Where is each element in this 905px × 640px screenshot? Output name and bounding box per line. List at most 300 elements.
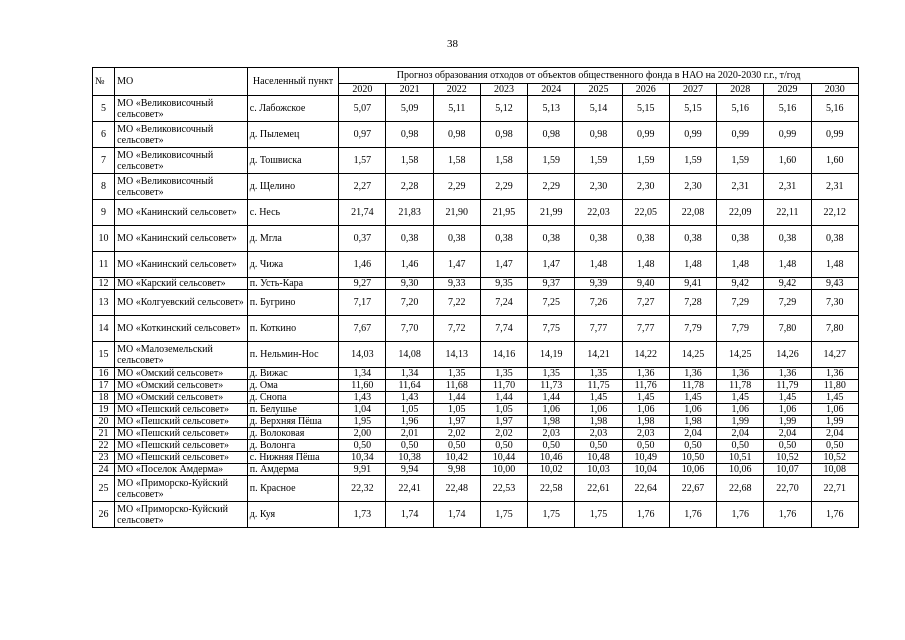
value-cell: 1,46 <box>339 252 386 278</box>
value-cell: 9,40 <box>622 278 669 290</box>
municipality-cell: МО «Великовисочный сельсовет» <box>115 122 248 148</box>
header-forecast: Прогноз образования отходов от объектов общественного фонда в НАО на 2020-2030 г.г., т/год <box>339 68 859 84</box>
value-cell: 9,91 <box>339 464 386 476</box>
value-cell: 9,30 <box>386 278 433 290</box>
value-cell: 10,08 <box>811 464 858 476</box>
value-cell: 0,38 <box>764 226 811 252</box>
value-cell: 22,09 <box>717 200 764 226</box>
value-cell: 14,21 <box>575 342 622 368</box>
value-cell: 1,76 <box>764 502 811 528</box>
row-number-cell: 16 <box>93 368 115 380</box>
value-cell: 1,48 <box>717 252 764 278</box>
value-cell: 9,27 <box>339 278 386 290</box>
value-cell: 0,50 <box>717 440 764 452</box>
row-number-cell: 25 <box>93 476 115 502</box>
value-cell: 1,99 <box>764 416 811 428</box>
municipality-cell: МО «Коткинский сельсовет» <box>115 316 248 342</box>
value-cell: 1,98 <box>669 416 716 428</box>
value-cell: 2,02 <box>433 428 480 440</box>
value-cell: 9,94 <box>386 464 433 476</box>
value-cell: 1,47 <box>480 252 527 278</box>
value-cell: 1,59 <box>717 148 764 174</box>
value-cell: 1,58 <box>386 148 433 174</box>
locality-cell: п. Нельмин-Нос <box>247 342 338 368</box>
value-cell: 0,50 <box>480 440 527 452</box>
value-cell: 7,30 <box>811 290 858 316</box>
value-cell: 0,38 <box>433 226 480 252</box>
value-cell: 1,99 <box>717 416 764 428</box>
row-number-cell: 19 <box>93 404 115 416</box>
value-cell: 1,44 <box>528 392 575 404</box>
municipality-cell: МО «Пешский сельсовет» <box>115 452 248 464</box>
row-number-cell: 17 <box>93 380 115 392</box>
header-year: 2029 <box>764 84 811 96</box>
value-cell: 1,57 <box>339 148 386 174</box>
value-cell: 1,45 <box>622 392 669 404</box>
municipality-cell: МО «Поселок Амдерма» <box>115 464 248 476</box>
value-cell: 0,50 <box>339 440 386 452</box>
value-cell: 7,72 <box>433 316 480 342</box>
row-number-cell: 21 <box>93 428 115 440</box>
value-cell: 14,19 <box>528 342 575 368</box>
header-municipality: МО <box>115 68 248 96</box>
row-number-cell: 15 <box>93 342 115 368</box>
value-cell: 1,44 <box>480 392 527 404</box>
value-cell: 7,77 <box>622 316 669 342</box>
value-cell: 22,61 <box>575 476 622 502</box>
value-cell: 21,95 <box>480 200 527 226</box>
value-cell: 1,76 <box>669 502 716 528</box>
value-cell: 1,48 <box>575 252 622 278</box>
value-cell: 5,09 <box>386 96 433 122</box>
value-cell: 1,36 <box>811 368 858 380</box>
value-cell: 2,00 <box>339 428 386 440</box>
value-cell: 1,74 <box>433 502 480 528</box>
value-cell: 1,76 <box>811 502 858 528</box>
value-cell: 1,74 <box>386 502 433 528</box>
locality-cell: д. Ома <box>247 380 338 392</box>
value-cell: 0,99 <box>811 122 858 148</box>
value-cell: 0,98 <box>575 122 622 148</box>
value-cell: 0,50 <box>386 440 433 452</box>
value-cell: 0,50 <box>669 440 716 452</box>
table-row <box>93 380 859 392</box>
value-cell: 1,48 <box>764 252 811 278</box>
value-cell: 1,45 <box>764 392 811 404</box>
value-cell: 7,79 <box>717 316 764 342</box>
value-cell: 9,41 <box>669 278 716 290</box>
value-cell: 5,14 <box>575 96 622 122</box>
value-cell: 14,26 <box>764 342 811 368</box>
value-cell: 14,08 <box>386 342 433 368</box>
value-cell: 9,43 <box>811 278 858 290</box>
value-cell: 10,49 <box>622 452 669 464</box>
value-cell: 1,60 <box>764 148 811 174</box>
value-cell: 5,07 <box>339 96 386 122</box>
value-cell: 14,16 <box>480 342 527 368</box>
municipality-cell: МО «Великовисочный сельсовет» <box>115 96 248 122</box>
value-cell: 0,99 <box>764 122 811 148</box>
municipality-cell: МО «Малоземельский сельсовет» <box>115 342 248 368</box>
value-cell: 5,12 <box>480 96 527 122</box>
row-number-cell: 8 <box>93 174 115 200</box>
value-cell: 22,68 <box>717 476 764 502</box>
header-year: 2025 <box>575 84 622 96</box>
value-cell: 0,50 <box>575 440 622 452</box>
table-row <box>93 122 859 148</box>
value-cell: 0,38 <box>717 226 764 252</box>
value-cell: 9,39 <box>575 278 622 290</box>
value-cell: 11,60 <box>339 380 386 392</box>
value-cell: 2,31 <box>764 174 811 200</box>
value-cell: 10,44 <box>480 452 527 464</box>
value-cell: 1,97 <box>433 416 480 428</box>
locality-cell: д. Волонга <box>247 440 338 452</box>
value-cell: 2,01 <box>386 428 433 440</box>
value-cell: 1,35 <box>528 368 575 380</box>
value-cell: 22,41 <box>386 476 433 502</box>
value-cell: 2,28 <box>386 174 433 200</box>
value-cell: 1,96 <box>386 416 433 428</box>
value-cell: 0,50 <box>764 440 811 452</box>
value-cell: 10,06 <box>717 464 764 476</box>
value-cell: 22,70 <box>764 476 811 502</box>
value-cell: 10,50 <box>669 452 716 464</box>
table-row <box>93 404 859 416</box>
row-number-cell: 7 <box>93 148 115 174</box>
value-cell: 7,22 <box>433 290 480 316</box>
value-cell: 14,27 <box>811 342 858 368</box>
municipality-cell: МО «Приморско-Куйский сельсовет» <box>115 476 248 502</box>
value-cell: 1,35 <box>433 368 480 380</box>
value-cell: 22,67 <box>669 476 716 502</box>
page-number: 38 <box>447 38 458 50</box>
value-cell: 14,03 <box>339 342 386 368</box>
header-year: 2022 <box>433 84 480 96</box>
value-cell: 2,31 <box>811 174 858 200</box>
table-row <box>93 502 859 528</box>
value-cell: 5,13 <box>528 96 575 122</box>
locality-cell: д. Куя <box>247 502 338 528</box>
table-row <box>93 278 859 290</box>
value-cell: 22,05 <box>622 200 669 226</box>
value-cell: 7,29 <box>764 290 811 316</box>
value-cell: 0,50 <box>811 440 858 452</box>
value-cell: 1,05 <box>386 404 433 416</box>
value-cell: 2,04 <box>717 428 764 440</box>
value-cell: 10,06 <box>669 464 716 476</box>
value-cell: 2,04 <box>811 428 858 440</box>
value-cell: 7,67 <box>339 316 386 342</box>
value-cell: 10,51 <box>717 452 764 464</box>
value-cell: 0,38 <box>575 226 622 252</box>
value-cell: 1,35 <box>480 368 527 380</box>
municipality-cell: МО «Пешский сельсовет» <box>115 428 248 440</box>
row-number-cell: 18 <box>93 392 115 404</box>
value-cell: 1,45 <box>811 392 858 404</box>
value-cell: 7,77 <box>575 316 622 342</box>
table-body <box>93 96 859 528</box>
value-cell: 1,76 <box>622 502 669 528</box>
row-number-cell: 22 <box>93 440 115 452</box>
value-cell: 10,46 <box>528 452 575 464</box>
value-cell: 5,16 <box>764 96 811 122</box>
municipality-cell: МО «Колгуевский сельсовет» <box>115 290 248 316</box>
locality-cell: д. Вижас <box>247 368 338 380</box>
locality-cell: д. Щелино <box>247 174 338 200</box>
value-cell: 9,42 <box>717 278 764 290</box>
header-number: № <box>93 68 115 96</box>
locality-cell: д. Тошвиска <box>247 148 338 174</box>
value-cell: 2,04 <box>764 428 811 440</box>
value-cell: 7,25 <box>528 290 575 316</box>
value-cell: 7,74 <box>480 316 527 342</box>
value-cell: 14,25 <box>717 342 764 368</box>
value-cell: 22,71 <box>811 476 858 502</box>
table-row <box>93 368 859 380</box>
value-cell: 22,03 <box>575 200 622 226</box>
value-cell: 10,52 <box>811 452 858 464</box>
value-cell: 11,73 <box>528 380 575 392</box>
value-cell: 1,48 <box>669 252 716 278</box>
row-number-cell: 23 <box>93 452 115 464</box>
value-cell: 1,99 <box>811 416 858 428</box>
value-cell: 1,36 <box>764 368 811 380</box>
value-cell: 0,38 <box>811 226 858 252</box>
value-cell: 1,58 <box>433 148 480 174</box>
value-cell: 0,98 <box>433 122 480 148</box>
value-cell: 11,75 <box>575 380 622 392</box>
municipality-cell: МО «Канинский сельсовет» <box>115 226 248 252</box>
value-cell: 0,98 <box>480 122 527 148</box>
value-cell: 1,45 <box>717 392 764 404</box>
locality-cell: с. Лабожское <box>247 96 338 122</box>
value-cell: 2,29 <box>528 174 575 200</box>
value-cell: 1,46 <box>386 252 433 278</box>
row-number-cell: 6 <box>93 122 115 148</box>
value-cell: 5,11 <box>433 96 480 122</box>
value-cell: 2,04 <box>669 428 716 440</box>
value-cell: 5,16 <box>717 96 764 122</box>
header-locality: Населенный пункт <box>247 68 338 96</box>
value-cell: 0,37 <box>339 226 386 252</box>
header-year: 2020 <box>339 84 386 96</box>
value-cell: 1,06 <box>717 404 764 416</box>
row-number-cell: 11 <box>93 252 115 278</box>
value-cell: 11,70 <box>480 380 527 392</box>
value-cell: 0,98 <box>386 122 433 148</box>
value-cell: 1,43 <box>339 392 386 404</box>
row-number-cell: 12 <box>93 278 115 290</box>
row-number-cell: 9 <box>93 200 115 226</box>
value-cell: 1,45 <box>669 392 716 404</box>
value-cell: 7,27 <box>622 290 669 316</box>
table-row <box>93 200 859 226</box>
value-cell: 2,29 <box>480 174 527 200</box>
value-cell: 10,34 <box>339 452 386 464</box>
locality-cell: д. Волоковая <box>247 428 338 440</box>
locality-cell: д. Мгла <box>247 226 338 252</box>
value-cell: 0,38 <box>669 226 716 252</box>
municipality-cell: МО «Приморско-Куйский сельсовет» <box>115 502 248 528</box>
value-cell: 7,79 <box>669 316 716 342</box>
value-cell: 1,97 <box>480 416 527 428</box>
value-cell: 1,43 <box>386 392 433 404</box>
value-cell: 1,05 <box>433 404 480 416</box>
value-cell: 11,76 <box>622 380 669 392</box>
value-cell: 7,17 <box>339 290 386 316</box>
municipality-cell: МО «Карский сельсовет» <box>115 278 248 290</box>
value-cell: 1,36 <box>622 368 669 380</box>
value-cell: 1,06 <box>811 404 858 416</box>
value-cell: 1,04 <box>339 404 386 416</box>
value-cell: 0,38 <box>480 226 527 252</box>
value-cell: 14,25 <box>669 342 716 368</box>
table-row <box>93 392 859 404</box>
value-cell: 1,36 <box>669 368 716 380</box>
row-number-cell: 26 <box>93 502 115 528</box>
table-row <box>93 252 859 278</box>
value-cell: 14,22 <box>622 342 669 368</box>
value-cell: 1,44 <box>433 392 480 404</box>
value-cell: 21,99 <box>528 200 575 226</box>
locality-cell: с. Несь <box>247 200 338 226</box>
value-cell: 1,06 <box>764 404 811 416</box>
value-cell: 2,02 <box>480 428 527 440</box>
table-row <box>93 476 859 502</box>
row-number-cell: 13 <box>93 290 115 316</box>
value-cell: 21,74 <box>339 200 386 226</box>
value-cell: 21,90 <box>433 200 480 226</box>
locality-cell: п. Белушье <box>247 404 338 416</box>
locality-cell: п. Амдерма <box>247 464 338 476</box>
value-cell: 1,36 <box>717 368 764 380</box>
value-cell: 9,42 <box>764 278 811 290</box>
value-cell: 1,34 <box>339 368 386 380</box>
value-cell: 7,20 <box>386 290 433 316</box>
value-cell: 2,27 <box>339 174 386 200</box>
value-cell: 10,42 <box>433 452 480 464</box>
header-year: 2023 <box>480 84 527 96</box>
value-cell: 0,97 <box>339 122 386 148</box>
municipality-cell: МО «Пешский сельсовет» <box>115 404 248 416</box>
value-cell: 7,80 <box>811 316 858 342</box>
value-cell: 10,03 <box>575 464 622 476</box>
value-cell: 0,38 <box>528 226 575 252</box>
header-year: 2021 <box>386 84 433 96</box>
value-cell: 1,59 <box>528 148 575 174</box>
row-number-cell: 5 <box>93 96 115 122</box>
header-year: 2030 <box>811 84 858 96</box>
municipality-cell: МО «Пешский сельсовет» <box>115 440 248 452</box>
value-cell: 1,59 <box>622 148 669 174</box>
value-cell: 1,06 <box>528 404 575 416</box>
table-row <box>93 342 859 368</box>
value-cell: 1,34 <box>386 368 433 380</box>
value-cell: 5,15 <box>669 96 716 122</box>
value-cell: 22,08 <box>669 200 716 226</box>
value-cell: 10,04 <box>622 464 669 476</box>
value-cell: 10,07 <box>764 464 811 476</box>
header-year: 2026 <box>622 84 669 96</box>
value-cell: 10,48 <box>575 452 622 464</box>
value-cell: 0,99 <box>717 122 764 148</box>
value-cell: 2,03 <box>622 428 669 440</box>
value-cell: 1,48 <box>811 252 858 278</box>
value-cell: 7,24 <box>480 290 527 316</box>
value-cell: 1,73 <box>339 502 386 528</box>
table-row <box>93 428 859 440</box>
value-cell: 5,15 <box>622 96 669 122</box>
header-year: 2027 <box>669 84 716 96</box>
value-cell: 0,99 <box>622 122 669 148</box>
locality-cell: д. Чижа <box>247 252 338 278</box>
value-cell: 22,12 <box>811 200 858 226</box>
value-cell: 0,38 <box>622 226 669 252</box>
locality-cell: д. Снопа <box>247 392 338 404</box>
value-cell: 0,50 <box>528 440 575 452</box>
value-cell: 9,37 <box>528 278 575 290</box>
municipality-cell: МО «Омский сельсовет» <box>115 380 248 392</box>
value-cell: 9,33 <box>433 278 480 290</box>
value-cell: 1,05 <box>480 404 527 416</box>
value-cell: 22,58 <box>528 476 575 502</box>
value-cell: 0,50 <box>622 440 669 452</box>
value-cell: 2,30 <box>575 174 622 200</box>
value-cell: 1,98 <box>528 416 575 428</box>
value-cell: 11,68 <box>433 380 480 392</box>
value-cell: 14,13 <box>433 342 480 368</box>
value-cell: 1,45 <box>575 392 622 404</box>
value-cell: 1,60 <box>811 148 858 174</box>
value-cell: 22,64 <box>622 476 669 502</box>
table-row <box>93 416 859 428</box>
value-cell: 0,50 <box>433 440 480 452</box>
row-number-cell: 24 <box>93 464 115 476</box>
value-cell: 1,47 <box>528 252 575 278</box>
locality-cell: п. Красное <box>247 476 338 502</box>
table-row <box>93 174 859 200</box>
value-cell: 7,75 <box>528 316 575 342</box>
municipality-cell: МО «Великовисочный сельсовет» <box>115 148 248 174</box>
value-cell: 1,75 <box>575 502 622 528</box>
value-cell: 1,98 <box>622 416 669 428</box>
value-cell: 1,06 <box>669 404 716 416</box>
value-cell: 1,98 <box>575 416 622 428</box>
table-row <box>93 464 859 476</box>
value-cell: 7,29 <box>717 290 764 316</box>
row-number-cell: 14 <box>93 316 115 342</box>
value-cell: 11,78 <box>717 380 764 392</box>
locality-cell: д. Верхняя Пёша <box>247 416 338 428</box>
value-cell: 7,80 <box>764 316 811 342</box>
value-cell: 10,38 <box>386 452 433 464</box>
value-cell: 7,26 <box>575 290 622 316</box>
value-cell: 1,58 <box>480 148 527 174</box>
value-cell: 9,35 <box>480 278 527 290</box>
row-number-cell: 20 <box>93 416 115 428</box>
value-cell: 9,98 <box>433 464 480 476</box>
header-year: 2028 <box>717 84 764 96</box>
value-cell: 1,47 <box>433 252 480 278</box>
header-year: 2024 <box>528 84 575 96</box>
locality-cell: п. Коткино <box>247 316 338 342</box>
municipality-cell: МО «Омский сельсовет» <box>115 368 248 380</box>
value-cell: 2,30 <box>669 174 716 200</box>
value-cell: 2,31 <box>717 174 764 200</box>
municipality-cell: МО «Пешский сельсовет» <box>115 416 248 428</box>
value-cell: 7,28 <box>669 290 716 316</box>
